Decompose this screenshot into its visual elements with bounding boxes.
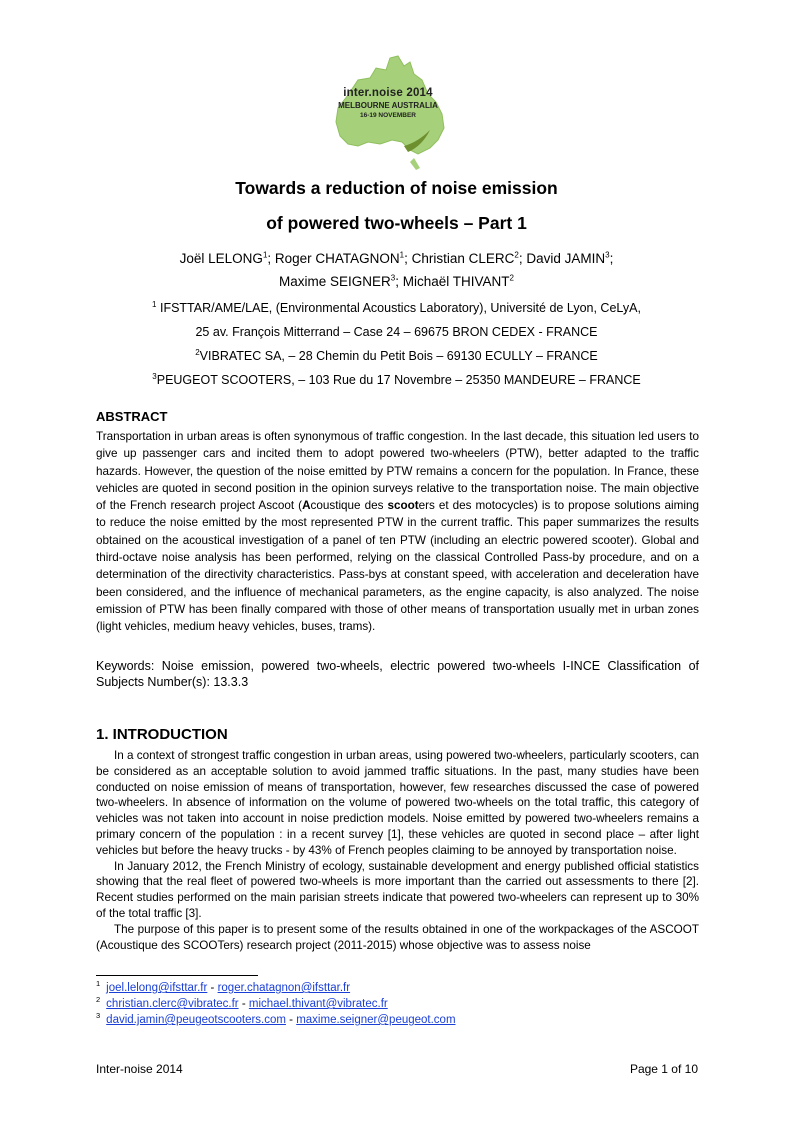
affiliation-mark: 3 <box>152 371 157 381</box>
author-affiliation-mark: 3 <box>390 273 396 283</box>
email-link[interactable]: david.jamin@peugeotscooters.com <box>106 1014 286 1026</box>
affiliation-text: IFSTTAR/AME/LAE, (Environmental Acoustics Laboratory), Université de Lyon, CeLyA, <box>159 301 641 315</box>
authors-line1 <box>96 251 697 266</box>
footnote-3: $^3$ david.jamin@peugeotscooters.com - maxime.seigner@peugeot.com <box>96 1011 456 1026</box>
affiliation-mark: 1 <box>152 299 157 309</box>
logo-dates: 16-19 NOVEMBER <box>360 112 416 119</box>
conference-logo <box>318 50 458 175</box>
footnotes <box>96 980 456 1028</box>
introduction-body <box>96 748 699 953</box>
email-link[interactable]: maxime.seigner@peugeot.com <box>296 1014 456 1026</box>
email-link[interactable]: joel.lelong@ifsttar.fr <box>106 982 208 994</box>
email-link[interactable]: roger.chatagnon@ifsttar.fr <box>217 982 351 994</box>
paragraph: The purpose of this paper is to present some of the results obtained in one of the workpackages of the ASCOOT (Acoustique des SCOOTers) research project (2011-2015) whose objective was to assess noise <box>96 922 699 952</box>
author-affiliation-mark: 3 <box>605 250 610 260</box>
introduction-heading: 1. INTRODUCTION <box>96 726 228 743</box>
paragraph: In January 2012, the French Ministry of ecology, sustainable development and energy published official statistics showing that the real fleet of powered two-wheels is more important than the carried out assessments to there [2]. Recent studies performed on the main parisian streets indicate that powered two-wheelers can represent up to 30% of the total traffic [3]. <box>96 859 699 920</box>
author-affiliation-mark: 1 <box>262 250 268 260</box>
author-name: ; Roger CHATAGNON <box>267 251 400 266</box>
email-link[interactable]: christian.clerc@vibratec.fr <box>106 998 239 1010</box>
affiliation-3 <box>96 373 697 387</box>
author-name: ; Michaël THIVANT <box>395 274 510 289</box>
author-name: ; Christian CLERC <box>404 251 515 266</box>
keywords: Keywords: Noise emission, powered two-wheels, electric powered two-wheels I-INCE Classification of Subjects Number(s): 13.3.3 <box>96 659 699 689</box>
affiliation-text: VIBRATEC SA, – 28 Chemin du Petit Bois – 69130 ECULLY – FRANCE <box>199 349 598 363</box>
email-link[interactable]: michael.thivant@vibratec.fr <box>248 998 388 1010</box>
footer-conference: Inter-noise 2014 <box>96 1062 183 1076</box>
author-name: ; David JAMIN <box>518 251 606 266</box>
author-affiliation-mark: 2 <box>509 273 514 283</box>
abstract-body: Transportation in urban areas is often synonymous of traffic congestion. In the last decade, this situation led users to give up passenger cars and incited them to adopt powered two-wheelers (PTW), better adapted to the traffic hazards. However, the question of the noise emitted by PTW remains a concern for the population. In France, these vehicles are quoted in second position in the opinion surveys relative to the transportation noise. The main objective of the French research project Ascoot (Acoustique des scooters et des motocycles) is to propose solutions aiming to reduce the noise emitted by the most represented PTW in the current traffic. This paper summarizes the results obtained on the acoustical investigation of a panel of ten PTW (including an electric powered scooter). Global and third-octave noise analysis has been performed, relying on the classical Controlled Pass-by procedure, and on a determination of the directivity characteristics. Pass-bys at constant speed, with acceleration and deceleration have been considered, and the influence of mechanical parameters, as the engine capacity, is also analyzed. The noise emission of PTW has been finally compared with those of other means of transportation usually met in urban zones (light vehicles, medium heavy vehicles, buses, trams). <box>96 430 699 634</box>
author-name: Joël LELONG <box>179 251 263 266</box>
logo-title: inter.noise 2014 <box>343 87 433 99</box>
author-separator: ; <box>609 251 614 266</box>
author-affiliation-mark: 2 <box>514 250 519 260</box>
logo-location: MELBOURNE AUSTRALIA <box>338 101 438 110</box>
paper-title-line2: of powered two-wheels – Part 1 <box>266 213 527 233</box>
paragraph: In a context of strongest traffic congestion in urban areas, using powered two-wheelers, particularly scooters, can be considered as an acceptable solution to avoid jammed traffic situations. In the past, many studies have been conducted on noise emission of means of transportation, however, few researches discussed the case of powered two-wheelers. In absence of information on the volume of powered two-wheels on the total traffic, this category of vehicles was not taken into account in noise prediction models. Noise emitted by powered two-wheelers remains a primary concern of the population : in a recent survey [1], these vehicles are quoted in second place – after light vehicles but before the heavy trucks - by 43% of French peoples claiming to be annoyed by transportation noise. <box>96 749 699 857</box>
affiliation-2 <box>96 349 697 363</box>
paper-title-line1: Towards a reduction of noise emission <box>235 178 558 198</box>
footnote-divider <box>96 975 258 976</box>
author-name: Maxime SEIGNER <box>279 274 391 289</box>
authors-line2 <box>96 274 697 289</box>
affiliation-text: PEUGEOT SCOOTERS, – 103 Rue du 17 Novembre – 25350 MANDEURE – FRANCE <box>156 373 641 387</box>
affiliation-mark: 2 <box>195 347 200 357</box>
abstract-heading: ABSTRACT <box>96 409 168 424</box>
affiliation-1-line2: 25 av. François Mitterrand – Case 24 – 69675 BRON CEDEX - FRANCE <box>195 325 598 339</box>
page-number: Page 1 of 10 <box>629 1062 698 1076</box>
footnote-1: $^1$ joel.lelong@ifsttar.fr - roger.chatagnon@ifsttar.fr <box>96 979 351 994</box>
footnote-2: $^2$ christian.clerc@vibratec.fr - michael.thivant@vibratec.fr <box>96 995 388 1010</box>
affiliation-1-line1 <box>96 301 697 315</box>
author-affiliation-mark: 1 <box>399 250 405 260</box>
